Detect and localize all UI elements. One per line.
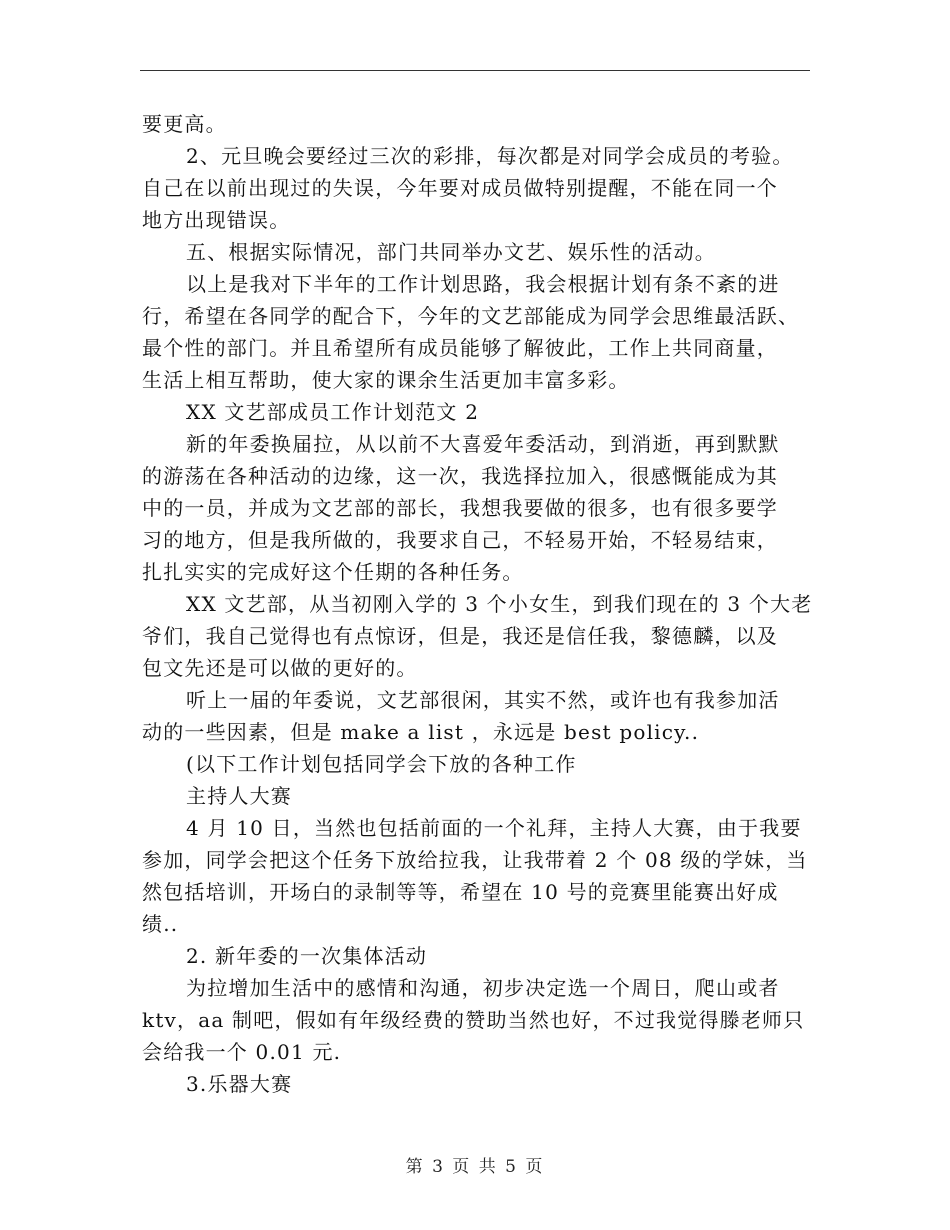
- text-line: 然包括培训，开场白的录制等等，希望在 10 号的竞赛里能赛出好成: [142, 880, 779, 904]
- text-line: 2、元旦晚会要经过三次的彩排，每次都是对同学会成员的考验。: [186, 144, 794, 168]
- text-line: 绩..: [142, 912, 179, 936]
- page-footer: 第 3 页 共 5 页: [405, 1157, 545, 1177]
- text-line: 为拉增加生活中的感情和沟通，初步决定选一个周日，爬山或者: [186, 976, 780, 1000]
- text-line: 4 月 10 日，当然也包括前面的一个礼拜，主持人大赛，由于我要: [186, 816, 802, 840]
- text-line: XX 文艺部，从当初刚入学的 3 个小女生，到我们现在的 3 个大老: [186, 592, 813, 616]
- text-line: 会给我一个 0.01 元.: [142, 1040, 342, 1064]
- text-line: 以上是我对下半年的工作计划思路，我会根据计划有条不紊的进: [186, 272, 780, 296]
- header-rule: [140, 70, 810, 71]
- text-line: 爷们，我自己觉得也有点惊讶，但是，我还是信任我，黎德麟，以及: [142, 624, 778, 648]
- text-line: 要更高。: [142, 112, 227, 136]
- text-line: (以下工作计划包括同学会下放的各种工作: [186, 752, 577, 776]
- text-line: 扎扎实实的完成好这个任期的各种任务。: [142, 560, 524, 584]
- text-line: 听上一届的年委说，文艺部很闲，其实不然，或许也有我参加活: [186, 688, 780, 712]
- section-heading: 主持人大赛: [186, 784, 292, 808]
- text-line: 动的一些因素，但是 make a list ，永远是 best policy..: [142, 720, 700, 744]
- text-line: 生活上相互帮助，使大家的课余生活更加丰富多彩。: [142, 368, 630, 392]
- text-line: 最个性的部门。并且希望所有成员能够了解彼此，工作上共同商量，: [142, 336, 778, 360]
- section-heading: 3.乐器大赛: [186, 1072, 293, 1096]
- text-line: 新的年委换届拉，从以前不大喜爱年委活动，到消逝，再到默默: [186, 432, 780, 456]
- text-line: 参加，同学会把这个任务下放给拉我，让我带着 2 个 08 级的学妹，当: [142, 848, 808, 872]
- section-heading: 五、根据实际情况，部门共同举办文艺、娱乐性的活动。: [186, 240, 716, 264]
- text-line: ktv，aa 制吧，假如有年级经费的赞助当然也好，不过我觉得滕老师只: [142, 1008, 805, 1032]
- text-line: 的游荡在各种活动的边缘，这一次，我选择拉加入，很感慨能成为其: [142, 464, 778, 488]
- section-title: XX 文艺部成员工作计划范文 2: [186, 400, 480, 424]
- text-line: 行，希望在各同学的配合下，今年的文艺部能成为同学会思维最活跃、: [142, 304, 800, 328]
- text-line: 自己在以前出现过的失误，今年要对成员做特别提醒，不能在同一个: [142, 176, 778, 200]
- section-heading: 2. 新年委的一次集体活动: [186, 944, 428, 968]
- text-line: 地方出现错误。: [142, 208, 291, 232]
- text-line: 中的一员，并成为文艺部的部长，我想我要做的很多，也有很多要学: [142, 496, 778, 520]
- text-line: 包文先还是可以做的更好的。: [142, 656, 418, 680]
- text-line: 习的地方，但是我所做的，我要求自己，不轻易开始，不轻易结束，: [142, 528, 778, 552]
